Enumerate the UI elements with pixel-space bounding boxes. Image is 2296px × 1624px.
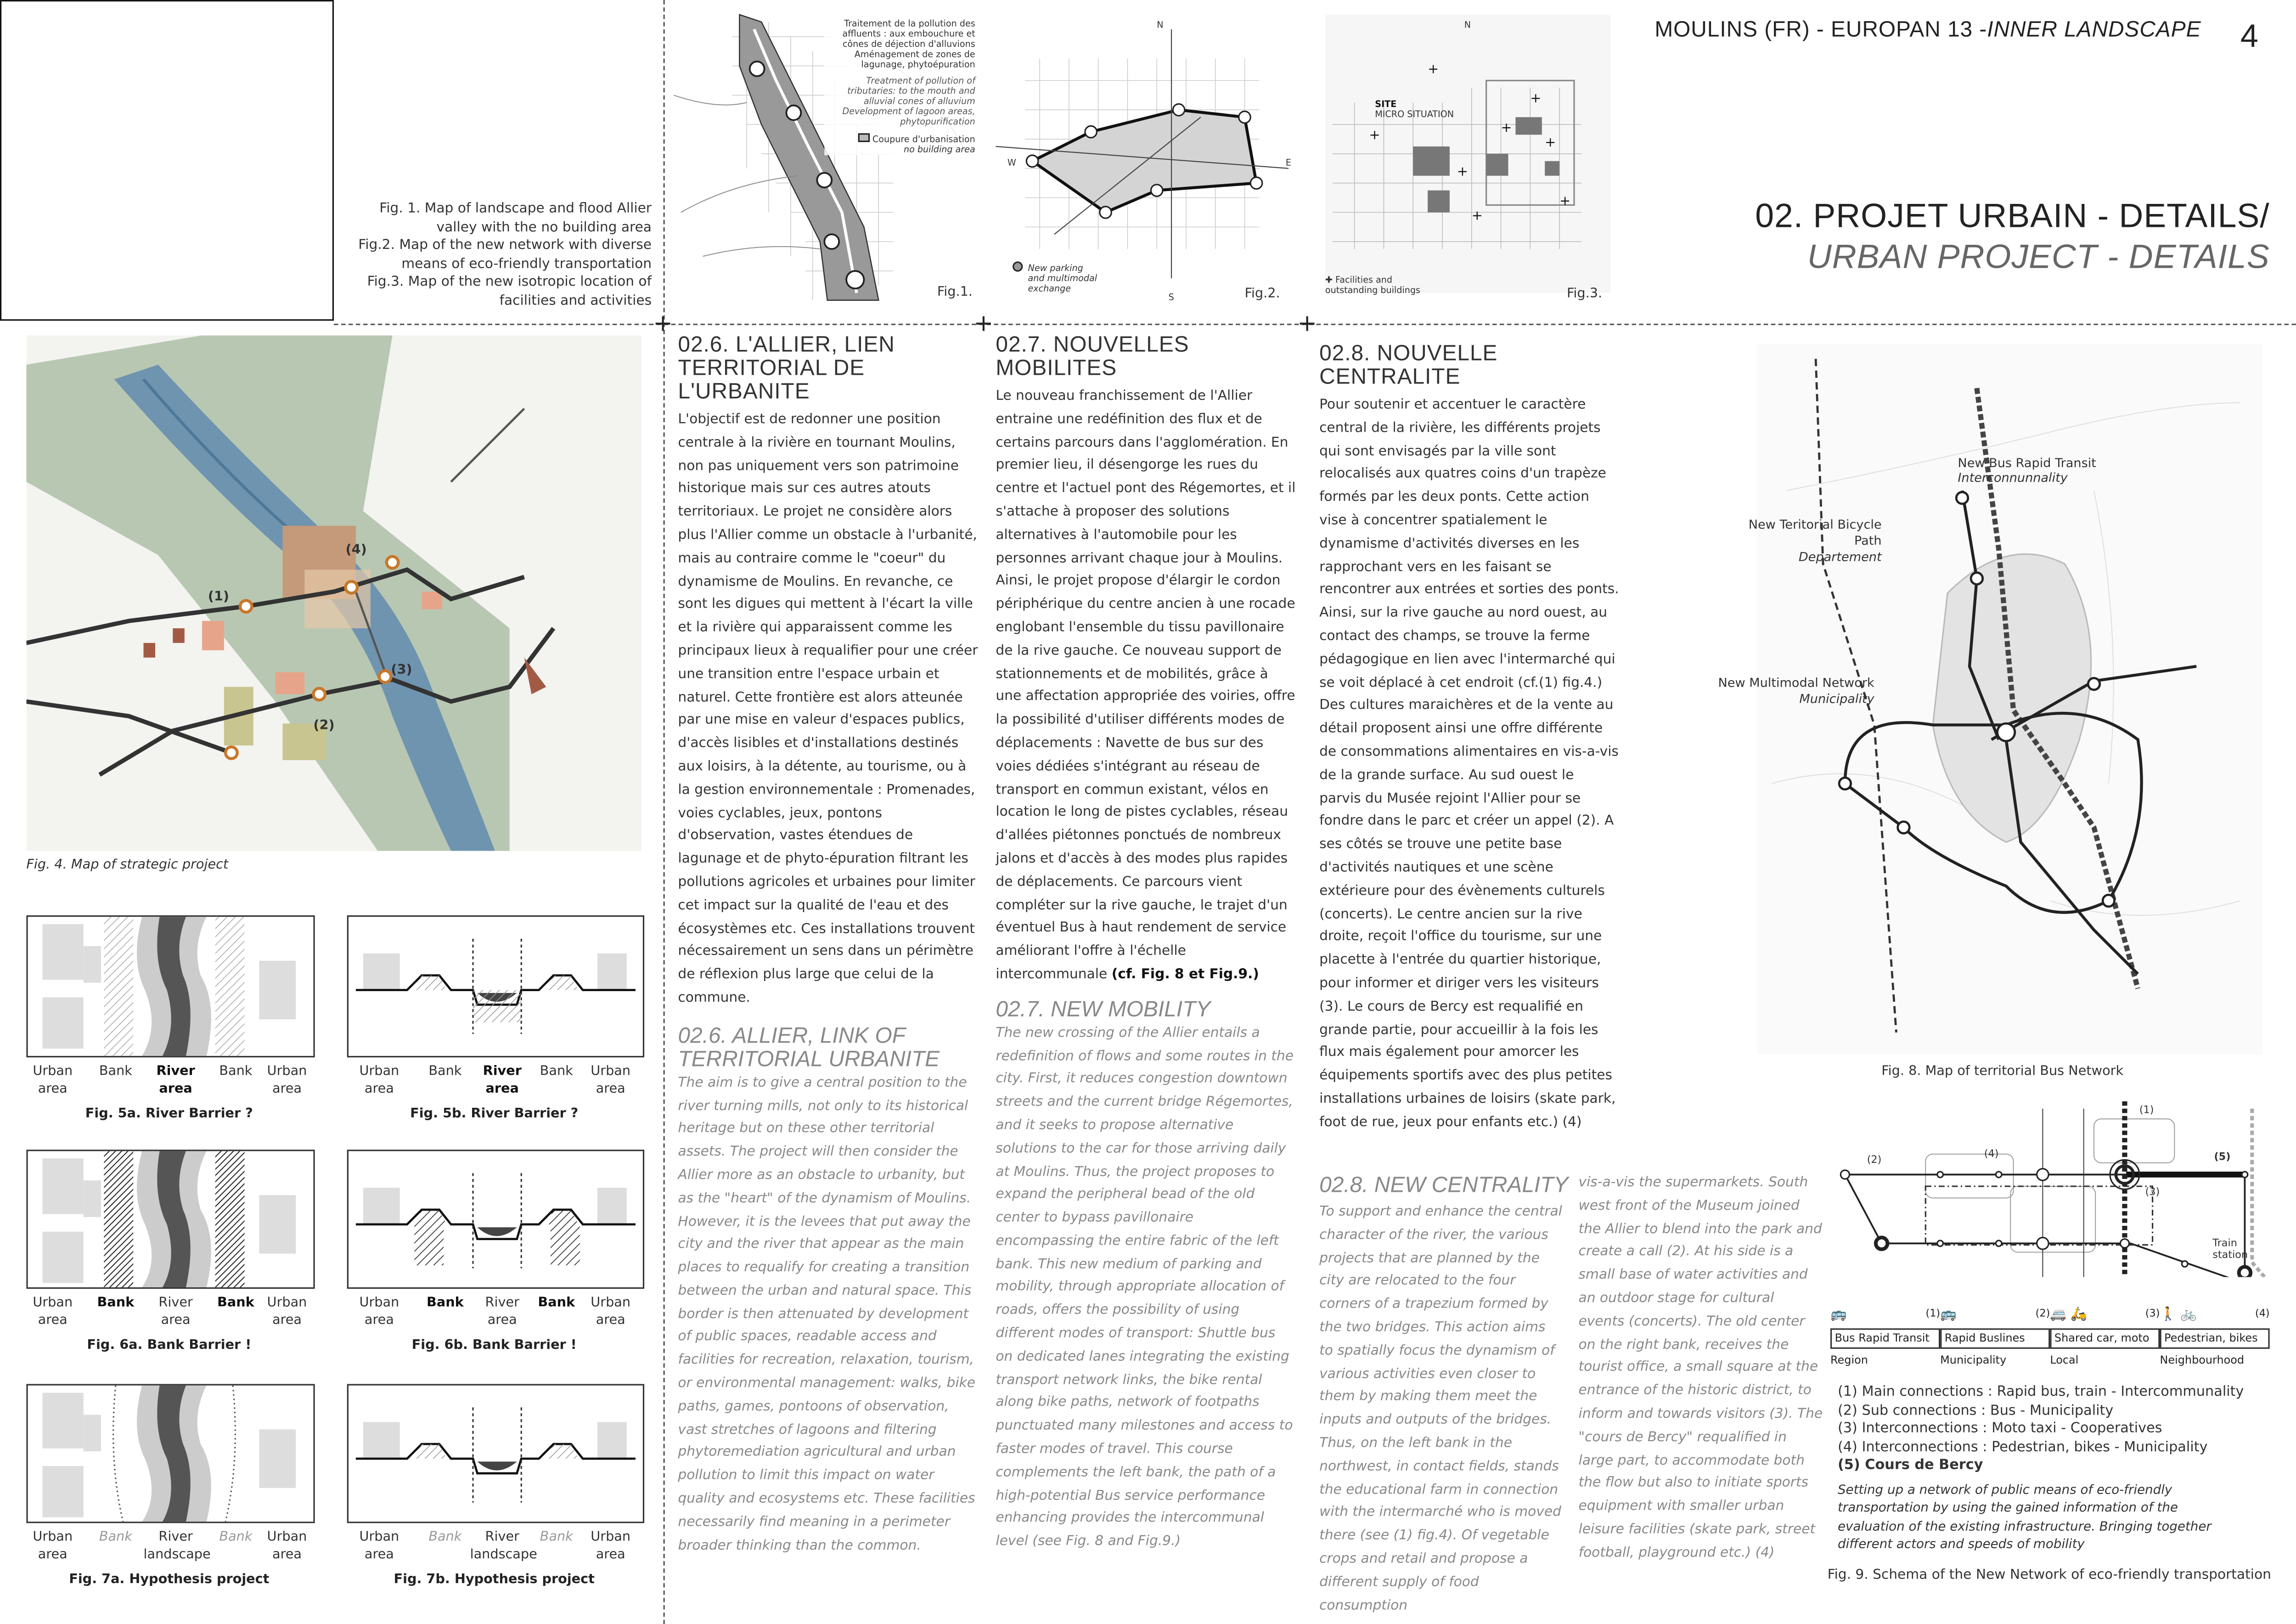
diagram-label: Urban area	[33, 1065, 73, 1097]
diagram-label: Urban area	[359, 1530, 400, 1563]
fig1-legend-fr: Coupure d'urbanisation	[872, 135, 975, 145]
mode-scale: Region	[1830, 1353, 1868, 1367]
fig2-label: Fig.2.	[1244, 287, 1280, 302]
fig1-legend-swatch	[858, 133, 870, 142]
mode-label: Rapid Buslines	[1940, 1328, 2050, 1349]
fig2-south: S	[1168, 293, 1174, 304]
column-centrality	[1319, 343, 1620, 1134]
mode-number: (4)	[2255, 1308, 2270, 1320]
body-mobility-text: Le nouveau franchissement de l'Allier entraine une redéfinition des flux et de certains parcours dans l'agglomération. En premier lieu, il désengorge les rues du centre et l'actuel pont des Régemortes, et il s'attache à proposer des solutions alternatives à l'automobile pour les personnes arrivant chaque jour à Moulins. Ainsi, le projet propose d'élargir le cordon périphérique du centre ancien à une rocade englobant l'ensemble du tissu pavillonaire de la rive gauche. Ce nouveau support de stationnements et de mobilités, grâce à une affectation appropriée des voiries, offre la possibilité d'utiliser différents modes de déplacements : Navette de bus sur des voies dédiées s'intégrant au réseau de transport en commun existant, vélos en location le long de pistes cyclables, réseau d'allées piétonnes ponctués de nombreux jalons et d'accès à des modes plus rapides de déplacements. Ce parcours vient compléter sur la rive gauche, le trajet d'un éventuel Bus à haut rendement de service améliorant l'offre à l'échelle intercommunale	[996, 388, 1296, 983]
heading-mobility-fr: 02.7. NOUVELLES MOBILITES	[996, 332, 1189, 381]
diagram-caption: Fig. 6b. Bank Barrier !	[411, 1338, 577, 1353]
vertical-divider	[664, 0, 665, 1624]
fig9-caption: Fig. 9. Schema of the New Network of eco-friendly transportation	[1827, 1567, 2271, 1584]
diagram-label: River area	[158, 1296, 193, 1329]
diagram-label: Bank	[97, 1296, 135, 1311]
empty-frame	[0, 0, 334, 321]
project-title-text: MOULINS (FR) - EUROPAN 13 -	[1654, 17, 1987, 43]
fig8-brt-label: New Bus Rapid Transit	[1958, 457, 2096, 472]
fig9-marker-3: (3)	[2145, 1186, 2160, 1198]
fig8-bike	[1721, 519, 1882, 567]
fig9-train-station: Train station	[2212, 1237, 2248, 1261]
transport-icon: 🚐 🛵	[2050, 1308, 2087, 1323]
diagram-label: Bank	[99, 1065, 132, 1080]
body-centrality-fr: Pour soutenir et accentuer le caractère central de la rivière, les différents projets qui sont envisagés par la ville sont relocalisés aux quatres coins d'un trapèze formés par les deux ponts. Cette action vise à concentrer spatialement le dynamisme d'activités diverses en les rapprochant vers en les faisant se rencontrer aux entrées et sorties des ponts. Ainsi, sur la rive gauche au nord ouest, au contact des champs, se trouve la ferme pédagogique en lien avec l'intermarché qui se voit déplacé à cet endroit (cf.(1) fig.4.) Des cultures maraichères et de la vente au détail proposent ainsi une offre différente de consommations alimentaires en vis-a-vis de la grande surface. Au sud ouest le parvis du Musée rejoint l'Allier pour se fondre dans le parc et créer un appel (2). A ses côtés se trouve une petite base d'activités nautiques et une scène extérieure pour des évènements culturels (concerts). Le centre ancien sur la rive droite, reçoit l'office du tourisme, sur une placette à l'entrée du quartier historique, pour informer et diriger vers les visiteurs (3). Le cours de Bercy est requalifié en grande partie, pour accueillir à la fois les flux mais également pour amorcer les équipements sportifs avec des plus petites installations urbaines de loisirs (skate park, foot de rue, jeux pour enfants etc.) (4)	[1319, 397, 1619, 1130]
diagram-label: Bank	[426, 1296, 464, 1311]
fig9-marker-2: (2)	[1867, 1154, 1882, 1166]
mode-scale: Municipality	[1940, 1353, 2007, 1367]
cross-mark: +	[653, 309, 673, 337]
diagram-label: Urban area	[591, 1530, 631, 1563]
fig8-multi-label: New Multimodal Network	[1718, 677, 1874, 692]
top-captions	[349, 201, 652, 310]
fig3-legend: ✚ Facilities and outstanding buildings	[1325, 275, 1420, 296]
svg-text:+: +	[1457, 163, 1468, 179]
fig1-label: Fig.1.	[937, 285, 973, 300]
fig4-caption: Fig. 4. Map of strategic project	[26, 858, 229, 873]
fig1-note-en: Treatment of pollution of tributaries: to the mouth and alluvial cones of alluvium Development of lagoon areas, phytopurification	[842, 76, 975, 128]
fig4-map	[26, 335, 641, 851]
body-centrality-en-a: To support and enhance the central character of the river, the various projects that are planned by the city are relocated to the four corners of a trapezium formed by the two bridges. This action aims to spatially focus the dynamism of various activities even closer to them by making them meet the inputs and outputs of the bridges. Thus, on the left bank in the northwest, in contact fields, stands the educational farm in connection with the intermarché who is moved there (see (1) fig.4). Of vegetable crops and retail and propose a different supply of food consumption	[1319, 1204, 1562, 1613]
fig9-legend-5: (5) Cours de Bercy	[1837, 1457, 1983, 1473]
fig9-legend-2: (2) Sub connections : Bus - Municipality	[1837, 1402, 2114, 1419]
mode-scale: Neighbourhood	[2160, 1353, 2245, 1367]
diagram-label: River landscape	[143, 1530, 211, 1563]
fig8-map	[1718, 344, 2262, 1054]
plan-diagram	[26, 915, 315, 1057]
fig3-north: N	[1464, 20, 1471, 31]
diagram-label: Urban area	[33, 1530, 73, 1563]
cross-mark: +	[1297, 309, 1317, 337]
diagram-label: Bank	[428, 1530, 462, 1545]
diagram-label: Bank	[219, 1530, 253, 1545]
svg-text:+: +	[1501, 119, 1512, 135]
fig9-schema	[1838, 1101, 2277, 1277]
fig8-bike-label: New Teritorial Bicycle Path	[1748, 518, 1882, 549]
fig3-legend-text: Facilities and outstanding buildings	[1325, 275, 1420, 296]
fig4-marker-4: (4)	[345, 543, 367, 558]
fig2-east: E	[1285, 158, 1291, 169]
fig3-site-label: SITE	[1375, 99, 1397, 110]
diagram-label: Urban area	[591, 1065, 631, 1097]
fig3-map	[1325, 15, 1611, 308]
diagram-label: Bank	[428, 1065, 462, 1080]
fig4-marker-2: (2)	[313, 719, 335, 734]
section-diagram	[347, 915, 644, 1057]
project-title-italic: INNER LANDSCAPE	[1987, 17, 2201, 43]
column-allier	[678, 334, 978, 1557]
body-mobility-en: The new crossing of the Allier entails a redefinition of flows and some routes in the city. First, it reduces congestion downtown streets and the current bridge Régemortes, and it seeks to propose alternative solutions to the car for those arriving daily at Moulins. Thus, the project proposes to expand the peripheral bead of the old center to bypass pavillonaire encompassing the entire fabric of the left bank. This new medium of parking and mobility, through appropriate allocation of roads, offers the possibility of using different modes of transport: Shuttle bus on dedicated lanes integrating the existing transport network links, the bike rental along bike paths, network of footpaths punctuated many milestones and access to faster modes of travel. This course complements the left bank, the path of a high-potential Bus service performance enhancing provides the intercommunal level (see Fig. 8 and Fig.9.)	[996, 1025, 1294, 1550]
diagram-label: Urban area	[33, 1296, 73, 1329]
fig8-bike-sub: Departement	[1798, 550, 1882, 565]
fig8-brt-sub: Interconnunnality	[1958, 471, 2068, 486]
mode-label: Pedestrian, bikes	[2160, 1328, 2269, 1349]
fig8-caption: Fig. 8. Map of territorial Bus Network	[1881, 1065, 2124, 1080]
fig9-legend-3: (3) Interconnections : Moto taxi - Cooperatives	[1837, 1421, 2162, 1437]
mode-label: Bus Rapid Transit	[1830, 1328, 1940, 1349]
svg-text:+: +	[1428, 61, 1439, 77]
fig3-caption: Fig.3. Map of the new isotropic location of facilities and activities	[367, 274, 652, 309]
diagram-label: River landscape	[470, 1530, 537, 1563]
diagram-caption: Fig. 7b. Hypothesis project	[394, 1573, 595, 1588]
fig9-marker-4: (4)	[1984, 1148, 1999, 1160]
fig4-marker-1: (1)	[208, 590, 230, 605]
section-title-en: URBAN PROJECT - DETAILS	[1807, 237, 2270, 276]
fig9-legend	[1838, 1384, 2244, 1554]
mode-label: Shared car, moto	[2050, 1328, 2160, 1349]
body-centrality-en-b: vis-a-vis the supermarkets. South west front of the Museum joined the Allier to blend into the park and create a call (2). At his side is a small base of water activities and an outdoor stage for cultural events (concerts). The old center on the right bank, receives the tourist office, a small square at the entrance of the historic district, to inform and towards visitors (3). The "cours de Bercy" requalified in large part, to accommodate both the flow but also to initiate sports equipment with smaller urban leisure facilities (skate park, street football, playground etc.) (4)	[1578, 1174, 1823, 1561]
heading-centrality-en: 02.8. NEW CENTRALITY	[1319, 1173, 1569, 1198]
fig2-legend: New parking and multimodal exchange	[1028, 263, 1097, 294]
transport-mode	[1830, 1308, 1940, 1367]
svg-text:+: +	[1530, 90, 1542, 106]
svg-text:+: +	[1369, 126, 1380, 142]
body-allier-fr: L'objectif est de redonner une position centrale à la rivière en tournant Moulins, non pas uniquement vers son patrimoine historique mais sur ces autres atouts territoriaux. Le projet ne considère alors plus l'Allier comme un obstacle à l'urbanité, mais au contraire comme le "coeur" du dynamisme de Moulins. En revanche, ce sont les digues qui mettent à l'écart la ville et la rivière qui apparaissent comme les principaux lieux à requalifier pour une créer une transition entre l'espace urbain et naturel. Cette frontière est alors atteunée par une mise en valeur d'espaces publics, d'accès lisibles et d'installations destinés aux loisirs, à la détente, au tourisme, ou à la gestion environnementale : Promenades, voies cyclables, jeux, pontons d'observation, vastes étendues de lagunage et de phyto-épuration filtrant les pollutions agricoles et urbaines pour limiter cet impact sur la qualité de l'eau et des écosystèmes etc. Ces installations trouvent nécessairement un sens dans un périmètre de réflexion plus large que celui de la commune.	[678, 412, 978, 1006]
body-allier-en: The aim is to give a central position to the river turning mills, not only to its historical heritage but on these other territorial assets. The project will then consider the Allier more as an obstacle to urbanity, but as the "heart" of the dynamism of Moulins. However, it is the levees that put away the city and the river that appear as the main places to requalify for creating a transition between the urban and natural space. This border is then attenuated by development of public spaces, readable access and facilities for recreation, relaxation, tourism, or environmental management: walks, bike paths, games, pontoons of observation, vast stretches of lagoons and filtering phytoremediation agricultural and urban pollution to limit this impact on water quality and ecosystems etc. These facilities necessarily find meaning in a perimeter broader thinking than the common.	[678, 1074, 976, 1554]
fig8-multi-sub: Municipality	[1799, 693, 1874, 708]
diagram-label: Bank	[540, 1530, 573, 1545]
fig9-marker-5: (5)	[2214, 1151, 2231, 1163]
fig1-caption: Fig. 1. Map of landscape and flood Allier valley with the no building area	[379, 200, 652, 235]
fig3-map-drawing	[1325, 15, 1611, 308]
fig1-legend-en: no building area	[903, 145, 975, 156]
heading-allier-en: 02.6. ALLIER, LINK OF TERRITORIAL URBANITE	[678, 1023, 940, 1072]
svg-text:+: +	[1545, 134, 1556, 150]
fig9-marker-1: (1)	[2139, 1104, 2154, 1116]
diagram-label: Urban area	[267, 1530, 307, 1563]
plan-diagram	[26, 1384, 315, 1523]
fig1-map	[674, 7, 978, 308]
fig1-note-fr: Traitement de la pollution des affluents : aux embouchure et cônes de déjection d'alluvions Aménagement de zones de lagunage, phytoépuration	[842, 19, 975, 71]
heading-allier-fr: 02.6. L'ALLIER, LIEN TERRITORIAL DE L'URBANITE	[678, 332, 895, 405]
fig1-notes	[824, 19, 975, 155]
diagram-label: Bank	[538, 1296, 575, 1311]
diagram-label: Bank	[217, 1296, 254, 1311]
mode-number: (2)	[2035, 1308, 2050, 1320]
transport-mode	[2160, 1308, 2269, 1367]
transport-mode	[2050, 1308, 2160, 1367]
diagram-label: Urban area	[359, 1065, 400, 1097]
diagram-caption: Fig. 5b. River Barrier ?	[410, 1107, 579, 1122]
svg-text:+: +	[1471, 207, 1483, 223]
section-diagram	[347, 1384, 644, 1523]
fig2-map	[996, 15, 1296, 308]
fig9-legend-4: (4) Interconnections : Pedestrian, bikes - Municipality	[1837, 1438, 2208, 1455]
column-mobility	[996, 334, 1296, 1554]
transport-mode	[1940, 1308, 2050, 1367]
diagram-label: Bank	[540, 1065, 573, 1080]
fig2-north: N	[1157, 20, 1164, 31]
transport-icon: 🚌	[1830, 1308, 1847, 1323]
body-mobility-ref: (cf. Fig. 8 et Fig.9.)	[1111, 966, 1259, 983]
diagram-caption: Fig. 6a. Bank Barrier !	[87, 1338, 252, 1353]
fig4-map-drawing	[26, 335, 641, 851]
diagram-caption: Fig. 5a. River Barrier ?	[85, 1107, 253, 1122]
transport-icon: 🚶 🚲	[2160, 1308, 2197, 1323]
transport-icon: 🚌	[1940, 1308, 1957, 1323]
project-title	[1654, 17, 2201, 42]
heading-centrality-fr: 02.8. NOUVELLE CENTRALITE	[1319, 341, 1498, 390]
diagram-label: River area	[485, 1296, 519, 1329]
diagram-label: Bank	[99, 1530, 132, 1545]
body-mobility-fr	[996, 385, 1296, 987]
fig3-label: Fig.3.	[1567, 287, 1603, 302]
diagram-caption: Fig. 7a. Hypothesis project	[69, 1573, 270, 1588]
heading-mobility-en: 02.7. NEW MOBILITY	[996, 997, 1211, 1022]
page-number: 4	[2240, 17, 2259, 54]
fig2-west: W	[1007, 158, 1016, 169]
mode-number: (1)	[1925, 1308, 1941, 1320]
diagram-label: Bank	[219, 1065, 253, 1080]
diagram-label: Urban area	[591, 1296, 631, 1329]
fig9-description: Setting up a network of public means of eco-friendly transportation by using the gained information of the evaluation of the existing infrastructure. Bringing together different actors and speeds of mobility	[1837, 1483, 2212, 1553]
fig8-brt	[1958, 457, 2096, 486]
diagram-label: River area	[156, 1065, 195, 1097]
fig9-modes	[1830, 1308, 2270, 1367]
diagram-label: Urban area	[267, 1065, 307, 1097]
fig9-schema-drawing	[1838, 1101, 2277, 1277]
fig9-legend-1: (1) Main connections : Rapid bus, train - Intercommunality	[1837, 1384, 2244, 1400]
fig1-legend	[824, 133, 975, 155]
fig2-caption: Fig.2. Map of the new network with diverse means of eco-friendly transportation	[358, 237, 652, 272]
diagram-label: River area	[483, 1065, 522, 1097]
plan-diagram	[26, 1150, 315, 1289]
diagram-label: Urban area	[267, 1296, 307, 1329]
cross-mark: +	[974, 309, 994, 337]
section-title: 02. PROJET URBAIN - DETAILS/	[1755, 196, 2270, 235]
fig3-micro-label: MICRO SITUATION	[1375, 110, 1454, 120]
fig4-marker-3: (3)	[391, 663, 412, 678]
svg-text:+: +	[1559, 192, 1571, 209]
section-diagram	[347, 1150, 644, 1289]
fig3-site	[1375, 100, 1454, 120]
diagram-label: Urban area	[359, 1296, 400, 1329]
fig8-multi	[1691, 677, 1874, 709]
mode-number: (3)	[2145, 1308, 2160, 1320]
mode-scale: Local	[2050, 1353, 2079, 1367]
